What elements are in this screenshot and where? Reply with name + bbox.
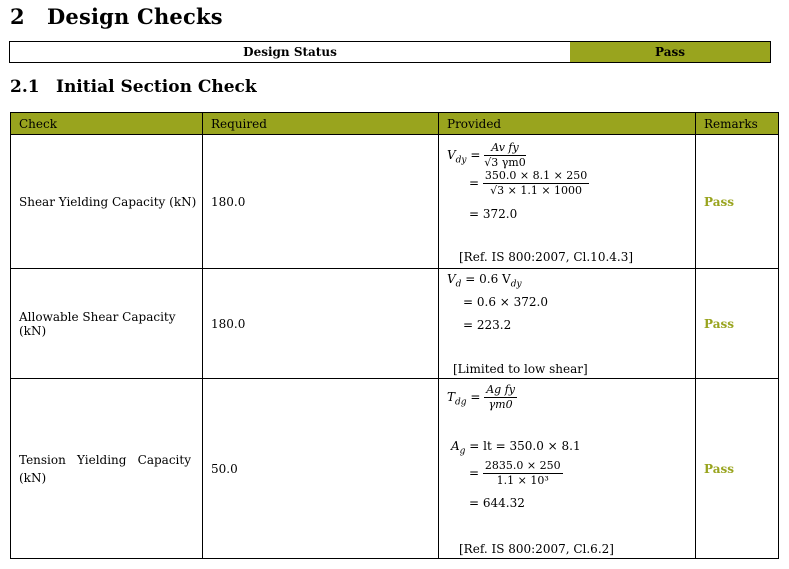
subsection-title: Initial Section Check xyxy=(56,77,257,97)
remark-pass: Pass xyxy=(696,269,779,379)
provided-calculation xyxy=(439,135,696,269)
formula-result: = 223.2 xyxy=(463,318,512,332)
formula-line: $T_{dg}$ = $\frac{\text{Ag fy}}{\gamma m0}$ xyxy=(447,383,516,411)
formula-line: = $\frac{350.0 \times 8.1 \times 250}{√3 \times 1.1 \times 1000}$ xyxy=(469,169,588,197)
subsection-heading xyxy=(10,77,257,97)
remark-pass: Pass xyxy=(696,379,779,559)
table-row xyxy=(11,135,779,269)
formula-result: = 372.0 xyxy=(469,207,518,221)
check-name xyxy=(11,379,203,559)
header-remarks: Remarks xyxy=(696,113,779,135)
header-check: Check xyxy=(11,113,203,135)
required-value: 180.0 xyxy=(203,135,439,269)
table-header-row xyxy=(11,113,779,135)
reference-note: [Limited to low shear] xyxy=(453,362,588,376)
formula-line: $V_{dy}$ = $\frac{\text{Av fy}}{√3 \gamma m0}$ xyxy=(447,141,526,169)
remark-pass: Pass xyxy=(696,135,779,269)
provided-calculation xyxy=(439,269,696,379)
reference-note: [Ref. IS 800:2007, Cl.6.2] xyxy=(459,542,614,556)
required-value: 180.0 xyxy=(203,269,439,379)
design-status-bar xyxy=(9,41,771,63)
section-heading xyxy=(10,4,223,29)
check-name-text: Tension Yielding Capacity (kN) xyxy=(19,452,191,485)
formula-line: $V_d = 0.6$ $V_{dy}$ xyxy=(447,272,522,290)
required-value: 50.0 xyxy=(203,379,439,559)
formula-line: = $\frac{2835.0 \times 250}{\text{1.1 × 10³}}$ xyxy=(469,459,561,487)
section-number: 2 xyxy=(10,4,25,29)
table-row xyxy=(11,269,779,379)
section-title: Design Checks xyxy=(47,4,223,29)
formula-result: = 644.32 xyxy=(469,496,525,510)
check-name: Shear Yielding Capacity (kN) xyxy=(11,135,203,269)
subsection-number: 2.1 xyxy=(10,77,40,97)
design-status-label: Design Status xyxy=(243,45,337,59)
check-name: Allowable Shear Capacity (kN) xyxy=(11,269,203,379)
table-row xyxy=(11,379,779,559)
formula-line: = 0.6 × 372.0 xyxy=(463,295,548,309)
reference-note: [Ref. IS 800:2007, Cl.10.4.3] xyxy=(459,250,634,264)
formula-line: $A_g$ = lt = 350.0 × 8.1 xyxy=(451,439,581,457)
provided-calculation xyxy=(439,379,696,559)
header-provided: Provided xyxy=(439,113,696,135)
section-check-table xyxy=(10,112,779,559)
header-required: Required xyxy=(203,113,439,135)
design-status-value: Pass xyxy=(570,42,770,62)
